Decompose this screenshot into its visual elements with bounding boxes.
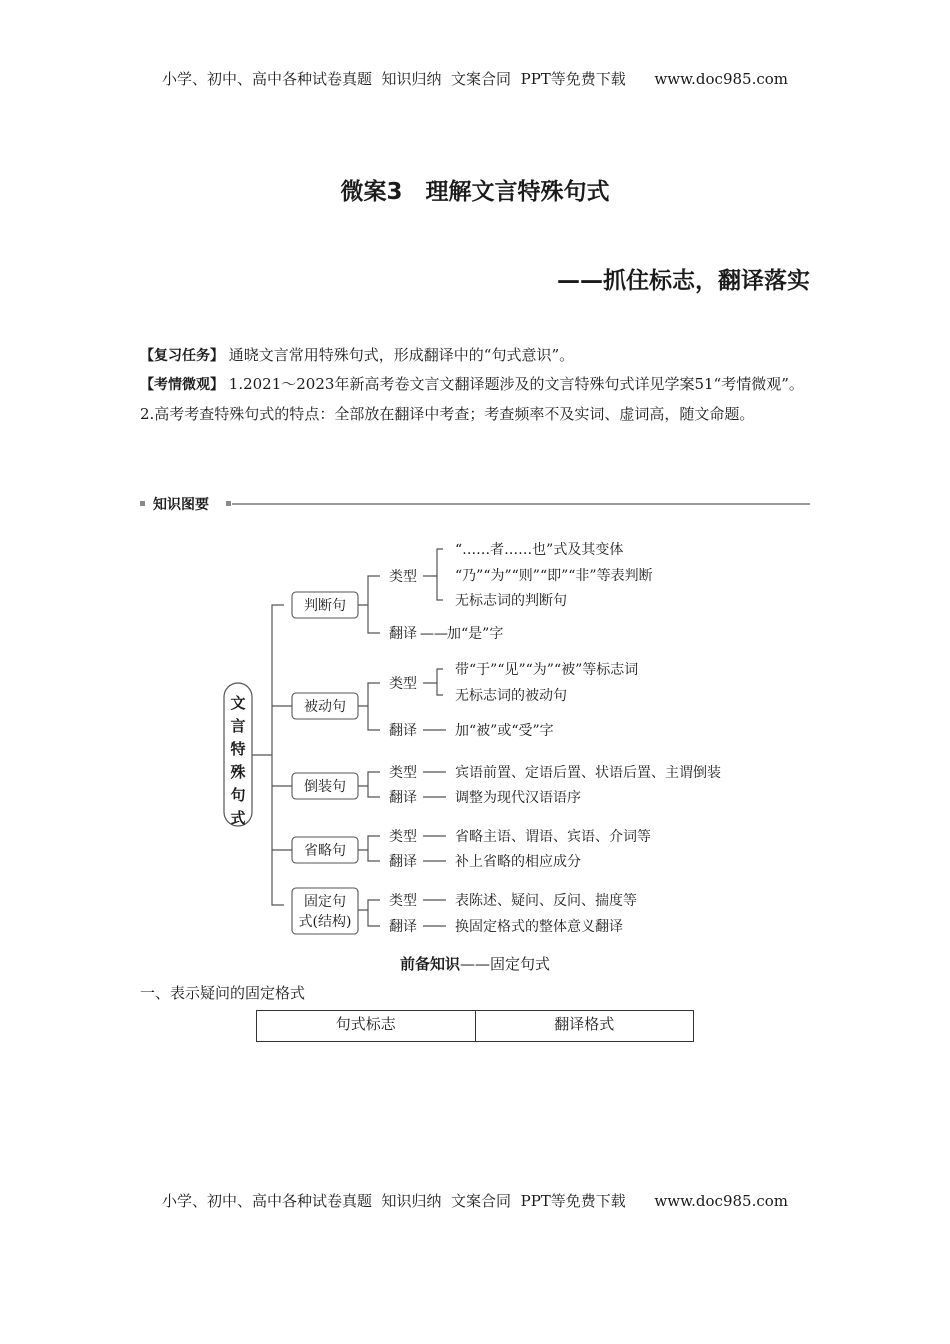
type-label: 类型: [389, 569, 417, 585]
root-char: 文: [230, 694, 246, 712]
node-label: 判断句: [304, 598, 346, 614]
node-label: 倒装句: [304, 779, 346, 795]
leaf-text: 调整为现代汉语语序: [455, 790, 581, 806]
leaf-text: 换固定格式的整体意义翻译: [455, 919, 623, 935]
type-label: 类型: [389, 765, 417, 781]
exam-overview-text: 1.2021～2023年新高考卷文言文翻译题涉及的文言特殊句式详见学案51“考情微观”。2.高考考查特殊句式的特点：全部放在翻译中考查；考查频率不及实词、虚词高，随文命题。: [140, 375, 804, 423]
leaf-text: 无标志词的被动句: [455, 688, 567, 704]
type-label: 类型: [389, 676, 417, 692]
node-label: 省略句: [304, 843, 346, 859]
node-label: 式(结构): [298, 914, 352, 930]
connector-lines: [423, 730, 446, 926]
page-title: 微案3 理解文言特殊句式: [340, 179, 610, 205]
branch1-type-bracket: [423, 549, 443, 600]
type-label: 类型: [389, 829, 417, 845]
exam-overview-label: 【考情微观】: [140, 377, 224, 393]
leaf-text: 表陈述、疑问、反问、揣度等: [455, 893, 637, 909]
root-char: 句: [230, 786, 246, 804]
leaf-text: 加“是”字: [447, 626, 504, 642]
section-heading: 一、表示疑问的固定格式: [140, 984, 306, 1002]
leaf-dash: ——: [420, 626, 448, 642]
knowledge-map-heading-text: 知识图要: [153, 497, 209, 513]
root-char: 殊: [230, 763, 246, 781]
leaf-text: “乃”“为”“则”“即”“非”等表判断: [455, 568, 653, 584]
footer-text: 小学、初中、高中各种试卷真题 知识归纳 文案合同 PPT等免费下载: [161, 1192, 626, 1210]
caption-rest: ——固定句式: [460, 955, 551, 973]
translate-label: 翻译: [389, 790, 417, 806]
caption-bold: 前备知识: [399, 955, 460, 973]
leaf-text: 补上省略的相应成分: [455, 854, 581, 870]
leaf-text: 省略主语、谓语、宾语、介词等: [455, 829, 651, 845]
root-char: 式: [230, 809, 246, 827]
node-label: 被动句: [304, 699, 346, 715]
root-bracket: [252, 605, 292, 905]
translate-label: 翻译: [389, 919, 417, 935]
leaf-text: 无标志词的判断句: [455, 593, 567, 609]
review-task-text: 通晓文言常用特殊句式，形成翻译中的“句式意识”。: [228, 346, 575, 364]
footer-url: www.doc985.com: [654, 1192, 788, 1210]
leaf-text: 带“于”“见”“为”“被”等标志词: [455, 662, 639, 678]
section-caption: [0, 953, 950, 974]
page-footer: [0, 1190, 950, 1211]
root-char: 特: [230, 740, 246, 758]
header-text: 小学、初中、高中各种试卷真题 知识归纳 文案合同 PPT等免费下载: [161, 70, 626, 88]
table-header-row: [257, 1011, 694, 1042]
branch1-bracket: [358, 576, 380, 633]
fixed-format-table: [256, 1010, 694, 1042]
branch2-type-bracket: [423, 669, 443, 695]
leaf-text: “……者……也”式及其变体: [455, 542, 624, 558]
branch3-bracket: [358, 772, 380, 797]
table-header-cell: 翻译格式: [475, 1011, 694, 1042]
branch4-bracket: [358, 836, 380, 861]
table-header-cell: 句式标志: [257, 1011, 476, 1042]
branch5-bracket: [358, 900, 380, 926]
translate-label: 翻译: [389, 626, 417, 642]
leaf-text: 加“被”或“受”字: [455, 723, 554, 739]
branch2-bracket: [358, 683, 380, 730]
root-char: 言: [230, 717, 246, 735]
leaf-text: 宾语前置、定语后置、状语后置、主谓倒装: [455, 765, 721, 781]
translate-label: 翻译: [389, 723, 417, 739]
page-subtitle: ——抓住标志，翻译落实: [557, 268, 810, 294]
review-task-label: 【复习任务】: [140, 348, 224, 364]
node-label: 固定句: [304, 894, 346, 910]
type-label: 类型: [389, 893, 417, 909]
header-url: www.doc985.com: [654, 70, 788, 88]
translate-label: 翻译: [389, 854, 417, 870]
